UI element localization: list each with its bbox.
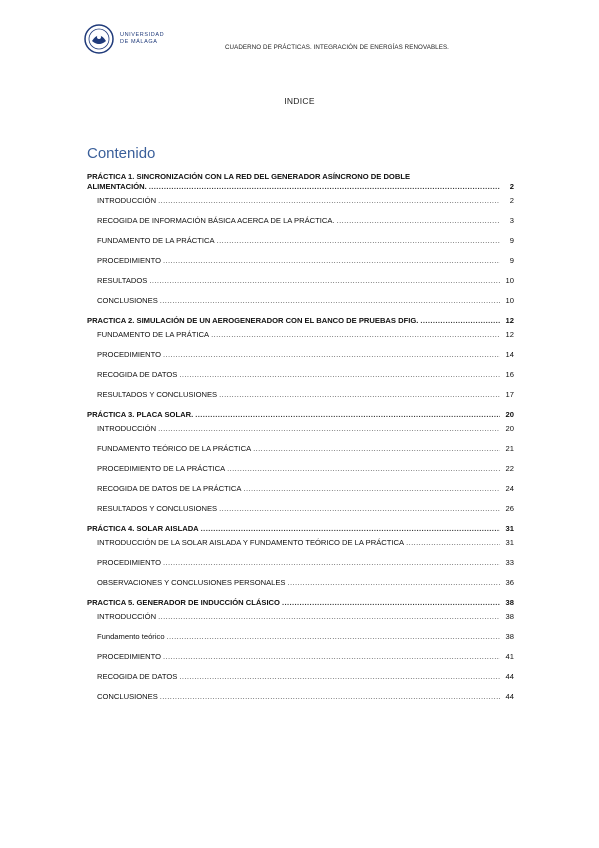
toc-dot-leader xyxy=(158,612,500,622)
toc-entry-page: 14 xyxy=(505,350,514,359)
toc-entry-page: 38 xyxy=(505,598,514,607)
toc-entry-label: INTRODUCCIÓN xyxy=(97,196,157,205)
toc-dot-leader xyxy=(179,370,500,380)
toc-entry[interactable] xyxy=(87,196,514,206)
logo-line-2: DE MÁLAGA xyxy=(120,39,158,45)
toc-entry-label: PROCEDIMIENTO xyxy=(97,256,161,265)
toc-entry-page: 24 xyxy=(505,484,514,493)
toc-entry[interactable] xyxy=(87,612,514,622)
document-header-title: CUADERNO DE PRÁCTICAS. INTEGRACIÓN DE ENERGÍAS RENOVABLES. xyxy=(224,44,449,51)
toc-entry-page: 12 xyxy=(505,330,514,339)
toc-entry-label: PRACTICA 5. GENERADOR DE INDUCCIÓN CLÁSICO xyxy=(87,598,280,607)
toc-entry-label: FUNDAMENTO DE LA PRÁCTICA xyxy=(97,236,215,245)
toc-entry[interactable] xyxy=(87,464,514,474)
toc-entry[interactable] xyxy=(87,390,514,400)
toc-dot-leader xyxy=(337,216,500,226)
toc-entry[interactable] xyxy=(87,484,514,494)
toc-entry-label: INTRODUCCIÓN xyxy=(97,612,157,621)
toc-dot-leader xyxy=(163,558,500,568)
toc-entry-line-2 xyxy=(87,182,514,192)
toc-dot-leader xyxy=(160,296,500,306)
toc-entry-label: PRACTICA 2. SIMULACIÓN DE UN AEROGENERADOR CON EL BANCO DE PRUEBAS DFIG. xyxy=(87,316,419,325)
toc-entry-page: 2 xyxy=(509,182,514,191)
university-seal-icon xyxy=(84,24,114,54)
toc-entry[interactable] xyxy=(87,524,514,534)
toc-entry-page: 17 xyxy=(505,390,514,399)
toc-entry[interactable] xyxy=(87,424,514,434)
toc-entry-page: 38 xyxy=(505,612,514,621)
toc-entry-label: CONCLUSIONES xyxy=(97,296,158,305)
index-title: INDICE xyxy=(284,96,315,106)
toc-dot-leader xyxy=(160,692,500,702)
toc-entry-page: 16 xyxy=(505,370,514,379)
toc-entry-page: 20 xyxy=(505,424,514,433)
toc-entry-label: RESULTADOS Y CONCLUSIONES xyxy=(97,504,218,513)
toc-entry-label: RECOGIDA DE DATOS DE LA PRÁCTICA xyxy=(97,484,242,493)
toc-entry-page: 44 xyxy=(505,692,514,701)
contents-heading: Contenido xyxy=(87,145,156,162)
toc-entry[interactable] xyxy=(87,350,514,360)
toc-dot-leader xyxy=(211,330,500,340)
toc-dot-leader xyxy=(253,444,500,454)
toc-entry[interactable] xyxy=(87,578,514,588)
toc-dot-leader xyxy=(219,504,500,514)
toc-entry[interactable] xyxy=(87,558,514,568)
toc-entry[interactable] xyxy=(87,370,514,380)
toc-entry-label: INTRODUCCIÓN DE LA SOLAR AISLADA Y FUNDAMENTO TEÓRICO DE LA PRÁCTICA xyxy=(97,538,405,547)
toc-entry-page: 9 xyxy=(509,236,514,245)
toc-entry[interactable] xyxy=(87,672,514,682)
toc-entry-label: PROCEDIMIENTO xyxy=(97,350,161,359)
toc-dot-leader xyxy=(149,276,500,286)
toc-entry[interactable] xyxy=(87,330,514,340)
toc-entry-label: CONCLUSIONES xyxy=(97,692,158,701)
toc-dot-leader xyxy=(158,196,500,206)
toc-entry[interactable] xyxy=(87,538,514,548)
toc-entry-label-line-2: ALIMENTACIÓN. xyxy=(87,182,147,191)
toc-entry-label: PROCEDIMIENTO xyxy=(97,558,161,567)
toc-entry-label: PRÁCTICA 3. PLACA SOLAR. xyxy=(87,410,194,419)
toc-dot-leader xyxy=(282,598,500,608)
toc-entry-label: PRÁCTICA 4. SOLAR AISLADA xyxy=(87,524,199,533)
toc-dot-leader xyxy=(227,464,500,474)
toc-entry-label: Fundamento teórico xyxy=(97,632,165,641)
toc-entry[interactable] xyxy=(87,296,514,306)
toc-dot-leader xyxy=(163,256,500,266)
toc-entry-label: PROCEDIMIENTO xyxy=(97,652,161,661)
toc-entry[interactable] xyxy=(87,216,514,226)
toc-entry-label: FUNDAMENTO DE LA PRÁTICA xyxy=(97,330,210,339)
toc-entry-label: RESULTADOS xyxy=(97,276,148,285)
toc-entry-label: RECOGIDA DE DATOS xyxy=(97,672,178,681)
toc-entry[interactable] xyxy=(87,598,514,608)
toc-dot-leader xyxy=(243,484,500,494)
toc-entry[interactable] xyxy=(87,256,514,266)
toc-entry-page: 38 xyxy=(505,632,514,641)
toc-entry-page: 31 xyxy=(505,538,514,547)
toc-entry-page: 10 xyxy=(505,296,514,305)
toc-entry[interactable] xyxy=(87,316,514,326)
toc-entry[interactable] xyxy=(87,410,514,420)
toc-entry-label: INTRODUCCIÓN xyxy=(97,424,157,433)
toc-entry-practice-1[interactable] xyxy=(87,171,514,192)
toc-dot-leader xyxy=(219,390,500,400)
toc-entry[interactable] xyxy=(87,692,514,702)
toc-entry-label: OBSERVACIONES Y CONCLUSIONES PERSONALES xyxy=(97,578,286,587)
toc-entry-page: 22 xyxy=(505,464,514,473)
toc-entry-page: 21 xyxy=(505,444,514,453)
toc-entry-page: 36 xyxy=(505,578,514,587)
toc-dot-leader xyxy=(167,632,500,642)
toc-dot-leader xyxy=(163,350,500,360)
toc-entry-page: 12 xyxy=(505,316,514,325)
toc-entry-label: RECOGIDA DE DATOS xyxy=(97,370,178,379)
toc-entry[interactable] xyxy=(87,276,514,286)
toc-entry-page: 26 xyxy=(505,504,514,513)
toc-entry-page: 44 xyxy=(505,672,514,681)
toc-dot-leader xyxy=(201,524,500,534)
toc-entry-page: 10 xyxy=(505,276,514,285)
toc-entry[interactable] xyxy=(87,236,514,246)
toc-dot-leader xyxy=(406,538,500,548)
toc-entry-label: PROCEDIMIENTO DE LA PRÁCTICA xyxy=(97,464,226,473)
logo-text xyxy=(120,32,164,46)
toc-dot-leader xyxy=(288,578,501,588)
toc-dot-leader xyxy=(195,410,500,420)
toc-dot-leader xyxy=(179,672,500,682)
toc-list xyxy=(87,196,514,702)
toc-entry-label: RECOGIDA DE INFORMACIÓN BÁSICA ACERCA DE LA PRÁCTICA. xyxy=(97,216,335,225)
toc-entry-page: 2 xyxy=(509,196,514,205)
table-of-contents xyxy=(87,166,514,712)
toc-entry-page: 31 xyxy=(505,524,514,533)
toc-entry[interactable] xyxy=(87,504,514,514)
toc-entry-page: 33 xyxy=(505,558,514,567)
toc-entry-page: 20 xyxy=(505,410,514,419)
university-logo xyxy=(84,24,164,54)
toc-entry-page: 41 xyxy=(505,652,514,661)
toc-dot-leader xyxy=(158,424,500,434)
toc-entry-label-line-1: PRÁCTICA 1. SINCRONIZACIÓN CON LA RED DEL GENERADOR ASÍNCRONO DE DOBLE xyxy=(87,172,411,181)
toc-dot-leader xyxy=(163,652,500,662)
toc-entry-label: FUNDAMENTO TEÓRICO DE LA PRÁCTICA xyxy=(97,444,252,453)
toc-dot-leader xyxy=(420,316,500,326)
toc-dot-leader xyxy=(217,236,500,246)
toc-entry-page: 3 xyxy=(509,216,514,225)
toc-entry[interactable] xyxy=(87,652,514,662)
toc-entry-page: 9 xyxy=(509,256,514,265)
toc-entry[interactable] xyxy=(87,444,514,454)
toc-entry-label: RESULTADOS Y CONCLUSIONES xyxy=(97,390,218,399)
toc-dot-leader xyxy=(149,182,500,192)
toc-entry[interactable] xyxy=(87,632,514,642)
logo-line-1: UNIVERSIDAD xyxy=(120,32,165,38)
